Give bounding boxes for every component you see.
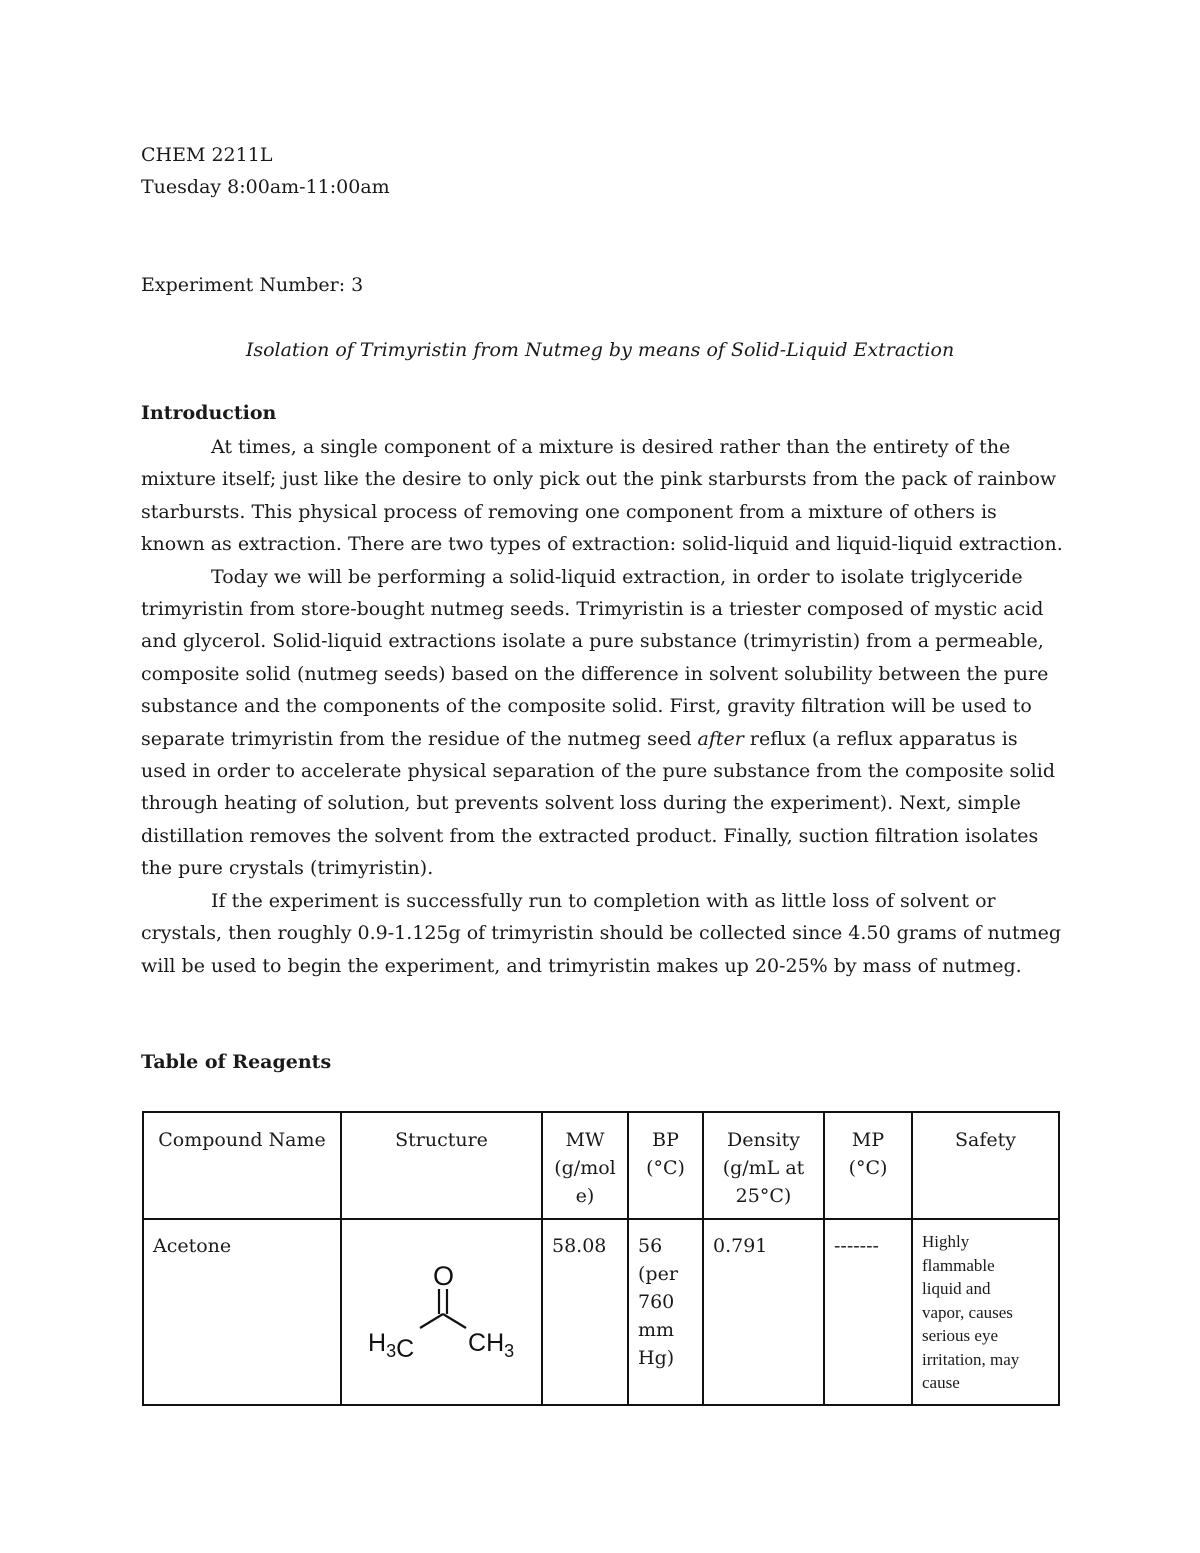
- table-header-row: [143, 1112, 1059, 1219]
- experiment-number: Experiment Number: 3: [141, 274, 364, 296]
- cell-mp: -------: [824, 1219, 912, 1405]
- document-title: Isolation of Trimyristin from Nutmeg by means of Solid-Liquid Extraction: [245, 339, 955, 361]
- header-structure: Structure: [341, 1112, 542, 1219]
- cell-structure: [341, 1219, 542, 1405]
- header-safety: Safety: [912, 1112, 1059, 1219]
- table-row: [143, 1219, 1059, 1405]
- oxygen-label: O: [433, 1261, 455, 1291]
- methyl-right-label: $CH_3$: [468, 1329, 515, 1361]
- acetone-structure: [362, 1240, 532, 1380]
- intro-p2-part-b: reflux (a reflux apparatus is used in order to accelerate physical separation of the pure substance from the composite solid through heating of solution, but prevents solvent loss during the experiment). Next, simple distillation removes the solvent from the extracted product. Finally, suction filtration isolates the pure crystals (trimyristin).: [141, 727, 1055, 880]
- structure-bonds: [420, 1289, 466, 1328]
- cell-bp: 56 (per 760 mm Hg): [628, 1219, 703, 1405]
- class-schedule: Tuesday 8:00am-11:00am: [141, 176, 390, 198]
- header-bp: BP (°C): [628, 1112, 703, 1219]
- header-density: Density (g/mL at 25°C): [703, 1112, 824, 1219]
- introduction-heading: Introduction: [141, 402, 277, 424]
- introduction-body: [141, 431, 1066, 982]
- reagents-table: [142, 1111, 1060, 1406]
- intro-p2-part-a: Today we will be performing a solid-liquid extraction, in order to isolate triglyceride trimyristin from store-bought nutmeg seeds. Trimyristin is a triester composed of mystic acid and glycerol. Solid-liquid extractions isolate a pure substance (trimyristin) from a permeable, composite solid (nutmeg seeds) based on the difference in solvent solubility between the pure substance and the components of the composite solid. First, gravity filtration will be used to separate trimyristin from the residue of the nutmeg seed: [141, 565, 1049, 750]
- bond-left: [420, 1314, 443, 1328]
- methyl-left-label: $H_3C$: [368, 1329, 415, 1363]
- header-compound-name: Compound Name: [143, 1112, 341, 1219]
- intro-paragraph-3: If the experiment is successfully run to completion with as little loss of solvent or crystals, then roughly 0.9-1.125g of trimyristin should be collected since 4.50 grams of nutmeg will be used to begin the experiment, and trimyristin makes up 20-25% by mass of nutmeg.: [141, 889, 1062, 977]
- bond-right: [443, 1314, 466, 1328]
- intro-p2-emphasis: after: [697, 727, 744, 750]
- reagents-heading: Table of Reagents: [141, 1051, 332, 1073]
- cell-safety: Highly flammable liquid and vapor, causes serious eye irritation, may cause: [912, 1219, 1059, 1405]
- cell-compound-name: Acetone: [143, 1219, 341, 1405]
- cell-mw: 58.08: [542, 1219, 628, 1405]
- intro-paragraph-2: [141, 561, 1066, 885]
- header-mw: MW (g/mol e): [542, 1112, 628, 1219]
- cell-density: 0.791: [703, 1219, 824, 1405]
- course-code: CHEM 2211L: [141, 144, 273, 166]
- header-mp: MP (°C): [824, 1112, 912, 1219]
- intro-paragraph-1: At times, a single component of a mixture is desired rather than the entirety of the mixture itself; just like the desire to only pick out the pink starbursts from the pack of rainbow starbursts. This physical process of removing one component from a mixture of others is known as extraction. There are two types of extraction: solid-liquid and liquid-liquid extraction.: [141, 436, 1063, 556]
